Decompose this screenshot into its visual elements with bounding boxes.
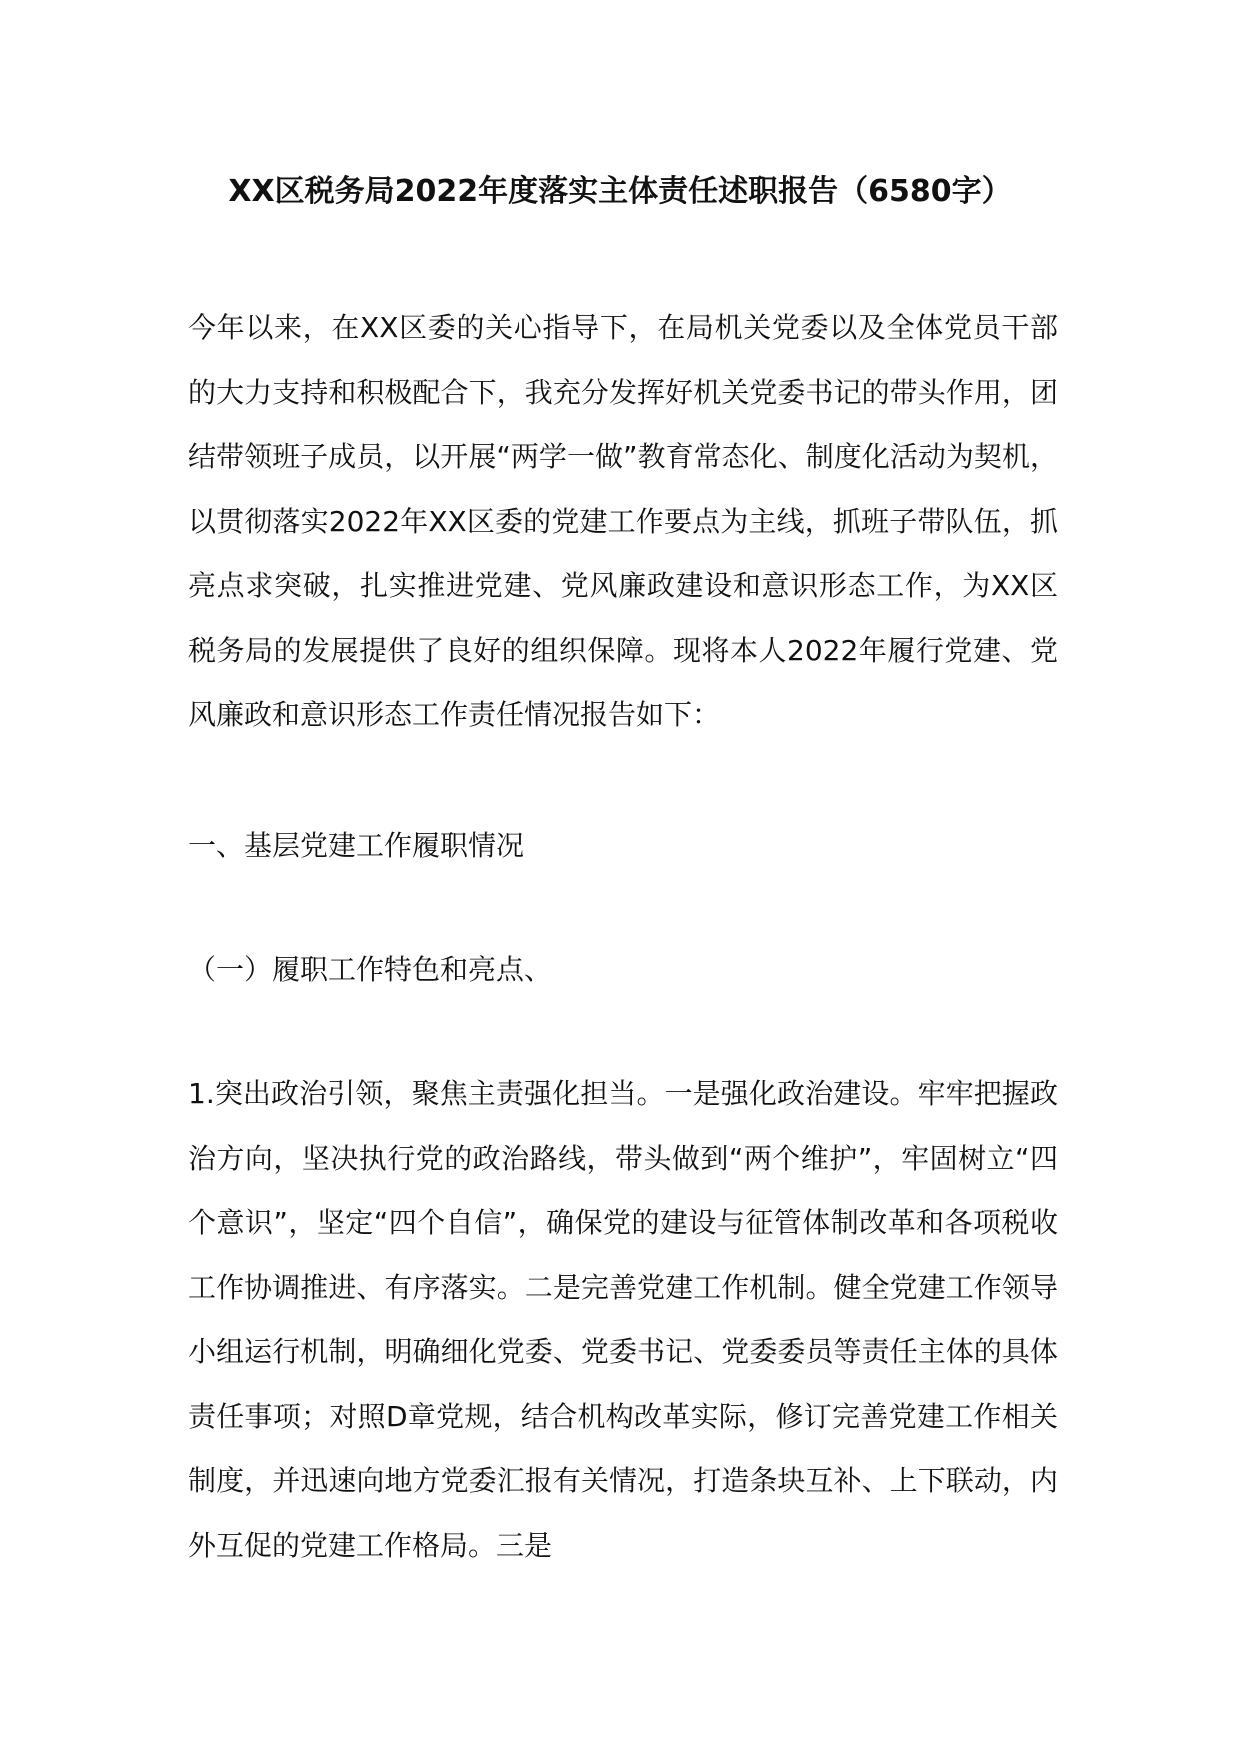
document-body [188,296,1058,1578]
intro-paragraph: 今年以来，在XX区委的关心指导下，在局机关党委以及全体党员干部的大力支持和积极配合下，我充分发挥好机关党委书记的带头作用，团结带领班子成员，以开展“两学一做”教育常态化、制度化活动为契机，以贯彻落实2022年XX区委的党建工作要点为主线，抓班子带队伍，抓亮点求突破，扎实推进党建、党风廉政建设和意识形态工作，为XX区税务局的发展提供了良好的组织保障。现将本人2022年履行党建、党风廉政和意识形态工作责任情况报告如下： [188,311,1058,731]
subsection-heading-1: （一）履职工作特色和亮点、 [188,953,553,986]
body-paragraph-1: 1.突出政治引领，聚焦主责强化担当。一是强化政治建设。牢牢把握政治方向，坚决执行党的政治路线，带头做到“两个维护”，牢固树立“四个意识”，坚定“四个自信”，确保党的建设与征管体制改革和各项税收工作协调推进、有序落实。二是完善党建工作机制。健全党建工作领导小组运行机制，明确细化党委、党委书记、党委委员等责任主体的具体责任事项；对照D章党规，结合机构改革实际，修订完善党建工作相关制度，并迅速向地方党委汇报有关情况，打造条块互补、上下联动，内外互促的党建工作格局。三是 [188,1077,1058,1562]
document-title: XX区税务局2022年度落实主体责任述职报告（6580字） [228,174,1012,209]
section-heading-1: 一、基层党建工作履职情况 [188,829,525,862]
